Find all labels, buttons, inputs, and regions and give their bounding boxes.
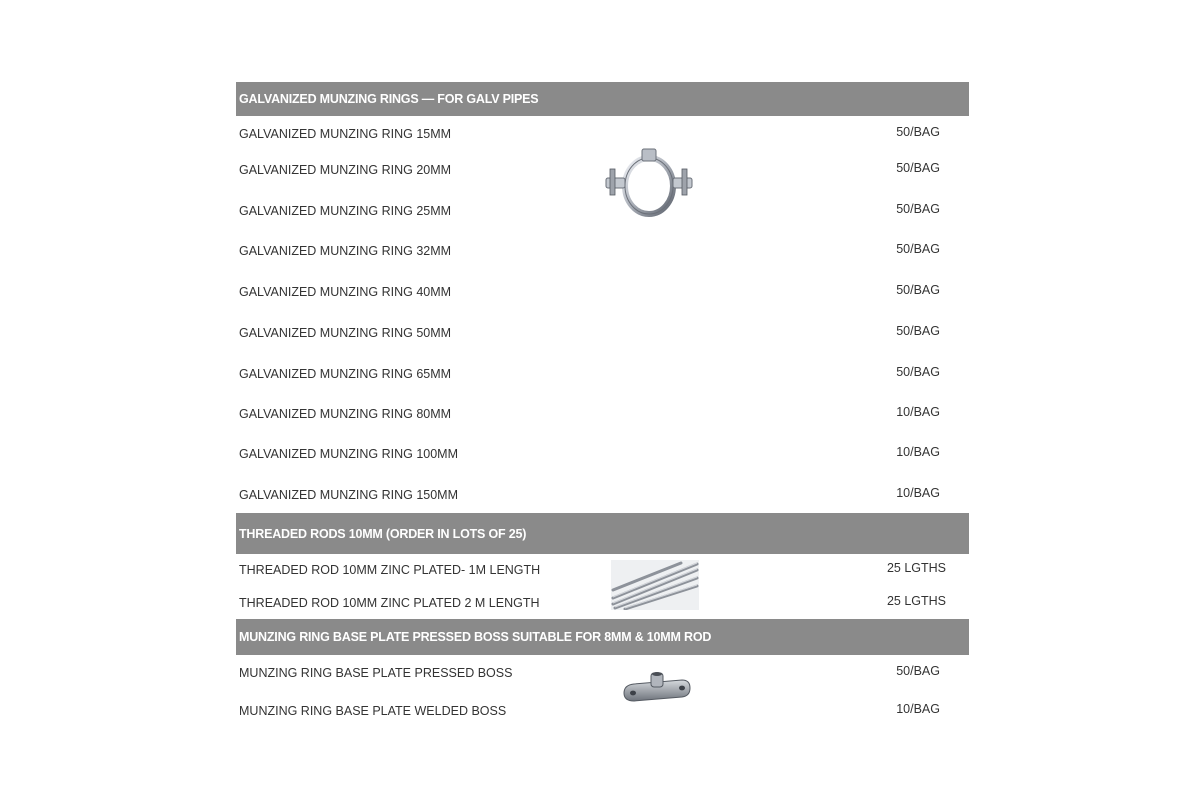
section-title: THREADED RODS 10MM (ORDER IN LOTS OF 25) <box>239 526 527 541</box>
item-name: MUNZING RING BASE PLATE PRESSED BOSS <box>239 666 513 680</box>
item-qty: 50/BAG <box>896 283 940 297</box>
item-name: GALVANIZED MUNZING RING 65MM <box>239 367 452 381</box>
item-qty: 10/BAG <box>896 702 940 716</box>
table-row <box>236 560 969 580</box>
section-header-munzing-rings <box>236 82 969 116</box>
item-qty: 50/BAG <box>896 664 940 678</box>
item-name: GALVANIZED MUNZING RING 40MM <box>239 285 452 299</box>
item-qty: 25 LGTHS <box>886 594 946 608</box>
item-qty: 50/BAG <box>896 202 940 216</box>
table-row <box>236 701 969 721</box>
item-name: GALVANIZED MUNZING RING 32MM <box>239 244 452 258</box>
item-name: THREADED ROD 10MM ZINC PLATED- 1M LENGTH <box>239 563 541 577</box>
table-row <box>236 404 969 424</box>
item-name: GALVANIZED MUNZING RING 25MM <box>239 204 452 218</box>
item-qty: 50/BAG <box>896 365 940 379</box>
table-row <box>236 593 969 613</box>
item-qty: 50/BAG <box>896 242 940 256</box>
table-row <box>236 124 969 144</box>
table-row <box>236 241 969 261</box>
table-row <box>236 485 969 505</box>
item-qty: 10/BAG <box>896 445 940 459</box>
section-title: GALVANIZED MUNZING RINGS — FOR GALV PIPES <box>239 92 539 106</box>
item-qty: 25 LGTHS <box>886 561 946 575</box>
item-name: THREADED ROD 10MM ZINC PLATED 2 M LENGTH <box>239 596 540 610</box>
item-qty: 50/BAG <box>896 324 940 338</box>
item-name: GALVANIZED MUNZING RING 150MM <box>239 488 459 502</box>
table-row <box>236 364 969 384</box>
item-qty: 10/BAG <box>896 405 940 419</box>
section-header-base-plate <box>236 619 969 655</box>
item-name: GALVANIZED MUNZING RING 15MM <box>239 127 452 141</box>
munzing-ring-image <box>602 146 696 220</box>
table-row <box>236 444 969 464</box>
table-row <box>236 663 969 683</box>
item-name: GALVANIZED MUNZING RING 20MM <box>239 163 452 177</box>
table-row <box>236 282 969 302</box>
section-title: MUNZING RING BASE PLATE PRESSED BOSS SUITABLE FOR 8MM & 10MM ROD <box>239 630 712 644</box>
item-name: GALVANIZED MUNZING RING 100MM <box>239 447 459 461</box>
item-name: GALVANIZED MUNZING RING 80MM <box>239 407 452 421</box>
item-qty: 50/BAG <box>896 161 940 175</box>
item-qty: 50/BAG <box>896 125 940 139</box>
threaded-rods-image <box>611 560 699 610</box>
item-qty: 10/BAG <box>896 486 940 500</box>
item-name: MUNZING RING BASE PLATE WELDED BOSS <box>239 704 507 718</box>
item-name: GALVANIZED MUNZING RING 50MM <box>239 326 452 340</box>
section-header-threaded-rods <box>236 513 969 554</box>
base-plate-image <box>620 671 694 705</box>
table-row <box>236 323 969 343</box>
